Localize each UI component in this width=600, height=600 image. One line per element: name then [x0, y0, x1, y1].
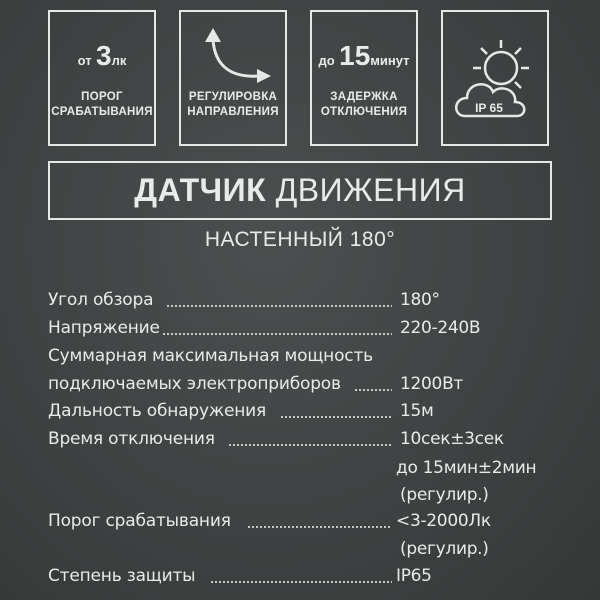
spec-row: Порог срабатывания	[48, 511, 231, 531]
spec-value: 180°	[400, 290, 440, 310]
spec-row: Дальность обнаружения	[48, 401, 267, 421]
badge-threshold-value: от 3лк	[77, 40, 127, 71]
leader-dots	[210, 581, 392, 583]
spec-row: Степень защиты	[48, 566, 196, 586]
spec-row: подключаемых электроприборов	[48, 374, 341, 394]
spec-value: 220-240В	[400, 318, 481, 338]
curved-arrow-icon	[181, 18, 285, 88]
spec-value: 15м	[400, 401, 434, 421]
spec-row: Напряжение	[48, 318, 160, 338]
leader-dots	[228, 444, 392, 446]
spec-value: (регулир.)	[400, 539, 489, 559]
badge-protection	[441, 10, 549, 146]
spec-row: Суммарная максимальная мощность	[48, 346, 373, 366]
leader-dots	[247, 526, 392, 528]
spec-value: 1200Вт	[400, 374, 464, 394]
spec-value: (регулир.)	[400, 485, 489, 505]
badge-threshold	[48, 10, 156, 146]
leader-dots	[166, 305, 392, 307]
badge-direction	[179, 10, 287, 146]
badge-delay-caption: ЗАДЕРЖКА ОТКЛЮЧЕНИЯ	[320, 91, 408, 118]
product-title: ДАТЧИК ДВИЖЕНИЯ	[48, 161, 552, 220]
badge-threshold-caption: ПОРОГ СРАБАТЫВАНИЯ	[51, 91, 153, 118]
leader-dots	[280, 416, 392, 418]
spec-row: Время отключения	[48, 429, 215, 449]
leader-dots	[162, 333, 392, 335]
spec-row: Угол обзора	[48, 290, 154, 310]
badge-delay-value: до 15минут	[318, 40, 410, 71]
spec-value: до 15мин±2мин	[396, 458, 537, 478]
spec-value: IP65	[396, 566, 432, 586]
badge-direction-caption: РЕГУЛИРОВКА НАПРАВЛЕНИЯ	[187, 91, 279, 118]
spec-value: <3-2000Лк	[396, 511, 491, 531]
ip-rating-label: IP 65	[475, 101, 503, 115]
sun-cloud-icon	[443, 12, 547, 142]
leader-dots	[354, 389, 392, 391]
spec-value: 10сек±3сек	[400, 429, 504, 449]
product-subtitle: НАСТЕННЫЙ 180°	[204, 228, 396, 251]
badge-delay	[310, 10, 418, 146]
